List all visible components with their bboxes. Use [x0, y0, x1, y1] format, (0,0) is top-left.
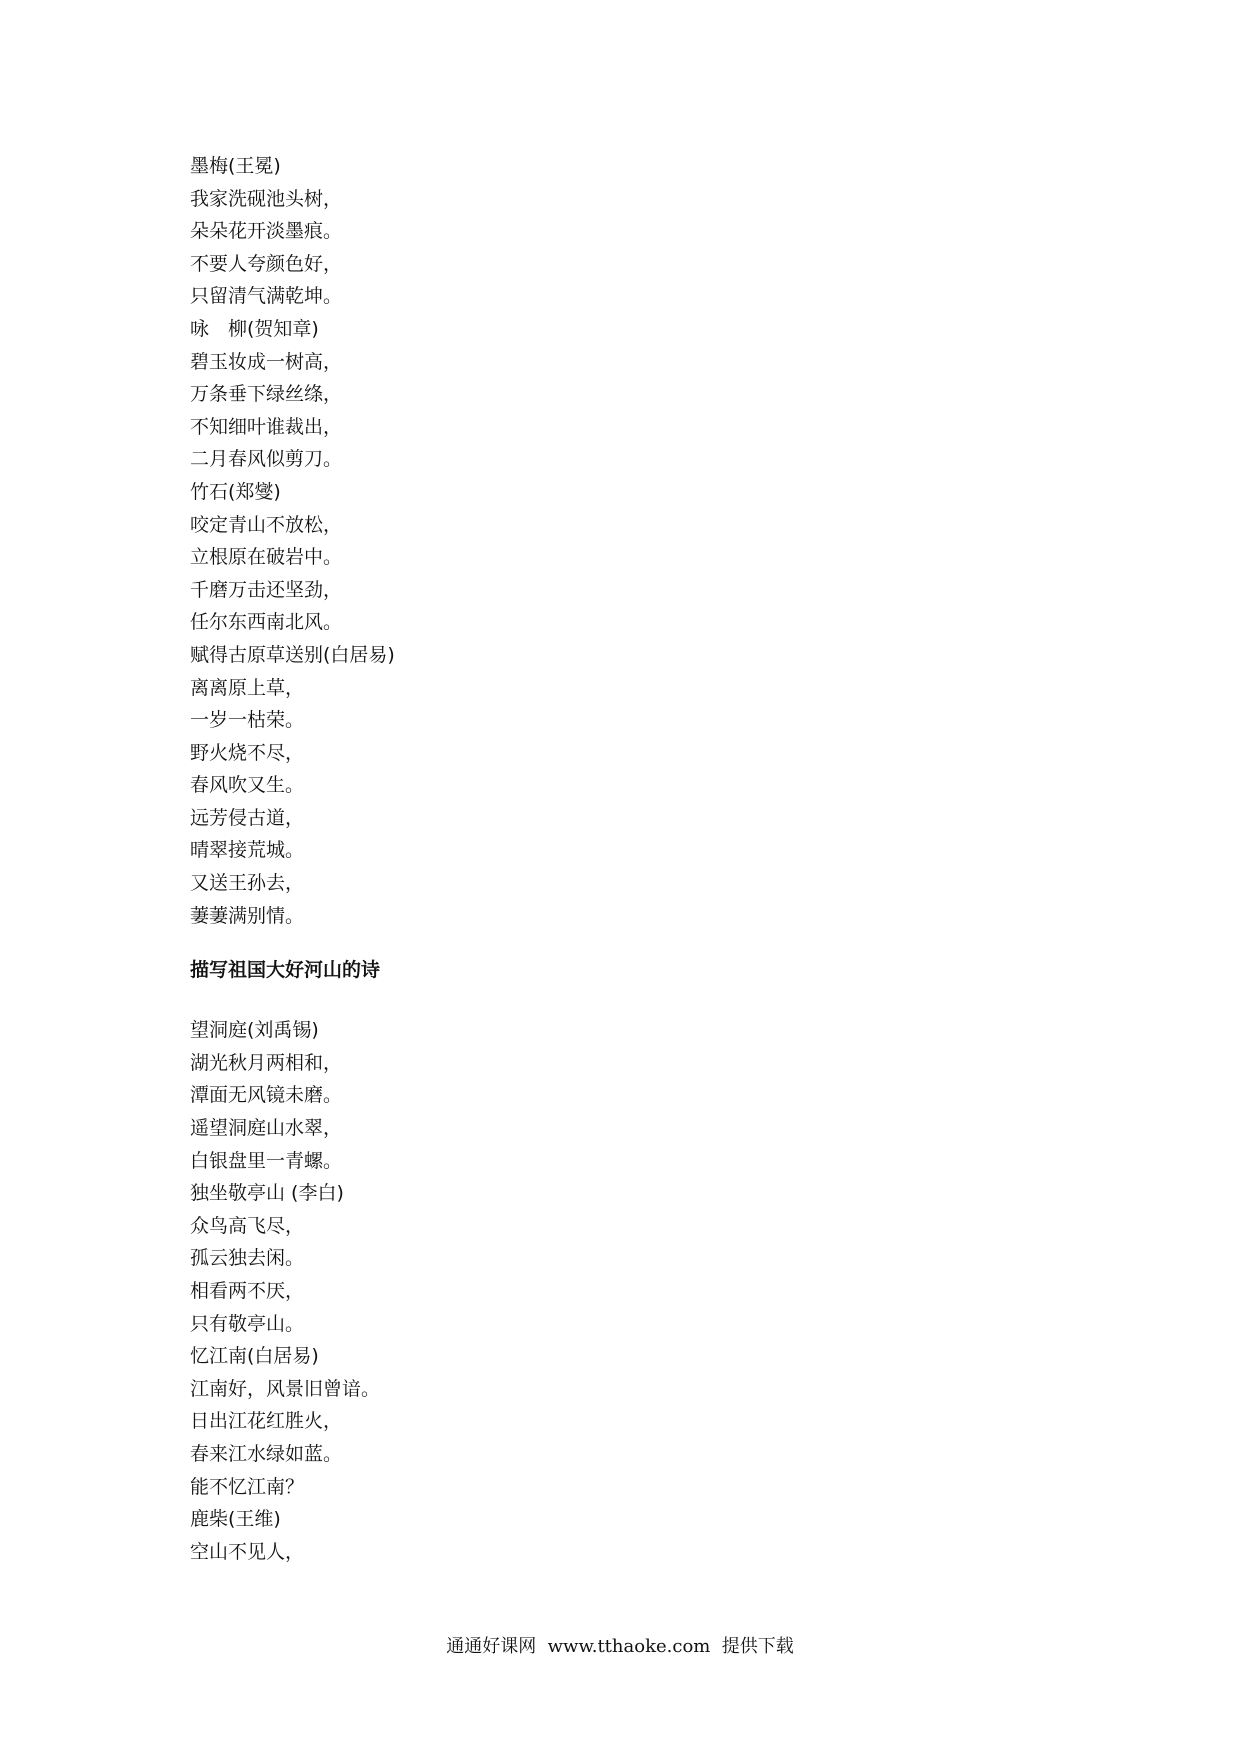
poem-line: 又送王孙去，: [190, 872, 305, 895]
poem-line: 江南好，风景旧曾谙。: [190, 1377, 381, 1400]
poem-line: 鹿柴(王维): [190, 1508, 281, 1531]
poem-line: 野火烧不尽，: [190, 741, 305, 764]
poem-line: 萋萋满别情。: [190, 904, 305, 927]
poem-line: 能不忆江南？: [190, 1475, 305, 1498]
poem-line: 千磨万击还坚劲，: [190, 578, 343, 601]
poem-block-1: [190, 150, 1090, 932]
poem-line: 湖光秋月两相和，: [190, 1051, 343, 1074]
poem-line: 不知细叶谁裁出，: [190, 415, 343, 438]
poem-line: 孤云独去闲。: [190, 1247, 305, 1270]
poem-line: 我家洗砚池头树，: [190, 187, 343, 210]
poem-line: 众鸟高飞尽，: [190, 1214, 305, 1237]
poem-line: 春来江水绿如蓝。: [190, 1442, 343, 1465]
poem-line: 不要人夸颜色好，: [190, 252, 343, 275]
poem-line: 相看两不厌，: [190, 1280, 305, 1302]
poem-line: 远芳侵古道，: [190, 806, 305, 829]
poem-line: 立根原在破岩中。: [190, 546, 343, 569]
poem-line: 墨梅(王冕): [190, 155, 281, 177]
poem-block-2: [190, 1014, 1090, 1568]
section-heading: 描写祖国大好河山的诗: [190, 959, 381, 982]
poem-line: 空山不见人，: [190, 1540, 305, 1563]
poem-line: 白银盘里一青螺。: [190, 1149, 343, 1172]
poem-line: 离离原上草，: [190, 676, 305, 699]
poem-line: 咏 柳(贺知章): [190, 317, 319, 340]
poem-line: 只留清气满乾坤。: [190, 285, 343, 308]
poem-line: 春风吹又生。: [190, 774, 305, 797]
poem-line: 竹石(郑燮): [190, 480, 281, 503]
poem-line: 忆江南(白居易): [190, 1345, 319, 1368]
poem-line: 一岁一枯荣。: [190, 709, 305, 732]
poem-line: 赋得古原草送别(白居易): [190, 643, 395, 666]
poem-content: [190, 150, 1090, 1568]
poem-line: 望洞庭(刘禹锡): [190, 1019, 319, 1042]
poem-line: 潭面无风镜未磨。: [190, 1084, 343, 1107]
poem-line: 朵朵花开淡墨痕。: [190, 220, 343, 243]
poem-line: 任尔东西南北风。: [190, 611, 343, 634]
poem-line: 咬定青山不放松，: [190, 513, 343, 536]
poem-line: 晴翠接荒城。: [190, 839, 305, 862]
poem-line: 遥望洞庭山水翠，: [190, 1117, 343, 1140]
poem-line: 万条垂下绿丝绦，: [190, 383, 343, 406]
poem-line: 日出江花红胜火，: [190, 1410, 343, 1433]
footer-text: 通通好课网 www.tthaoke.com 提供下载: [446, 1636, 794, 1657]
poem-line: 只有敬亭山。: [190, 1312, 305, 1335]
poem-line: 二月春风似剪刀。: [190, 448, 343, 471]
poem-line: 碧玉妆成一树高，: [190, 350, 343, 373]
poem-line: 独坐敬亭山 (李白): [190, 1182, 344, 1205]
